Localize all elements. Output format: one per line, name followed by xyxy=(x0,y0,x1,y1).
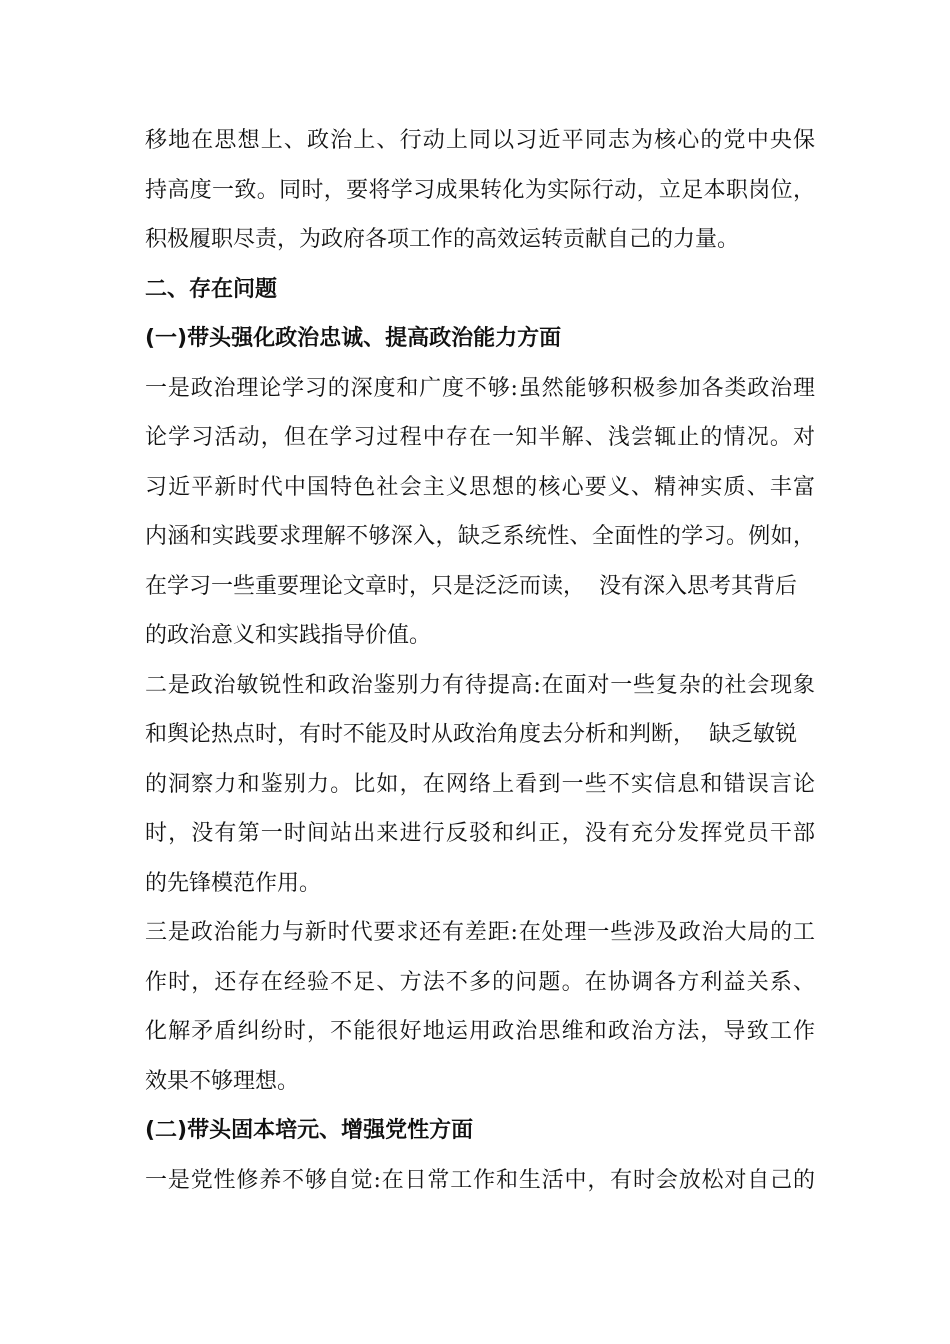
subsection-heading xyxy=(145,1106,815,1156)
subsection-heading-text: (一)带头强化政治忠诚、提高政治能力方面 xyxy=(145,326,562,351)
paragraph xyxy=(145,116,815,265)
text-line: 三是政治能力与新时代要求还有差距:在处理一些涉及政治大局的工 xyxy=(145,920,815,945)
document-page xyxy=(145,116,815,1205)
paragraph xyxy=(145,1156,815,1206)
text-line: 化解矛盾纠纷时，不能很好地运用政治思维和政治方法，导致工作 xyxy=(145,1019,815,1044)
text-line: 作时，还存在经验不足、方法不多的问题。在协调各方利益关系、 xyxy=(145,969,815,995)
paragraph xyxy=(145,661,815,909)
text-line: 的政治意义和实践指导价值。 xyxy=(145,623,432,648)
text-line: 论学习活动，但在学习过程中存在一知半解、浅尝辄止的情况。对 xyxy=(145,425,815,450)
text-line: 移地在思想上、政治上、行动上同以习近平同志为核心的党中央保 xyxy=(145,128,815,153)
text-line: 时，没有第一时间站出来进行反驳和纠正，没有充分发挥党员干部 xyxy=(145,821,815,846)
text-line: 的先锋模范作用。 xyxy=(145,870,322,896)
paragraph xyxy=(145,364,815,661)
subsection-heading-text: (二)带头固本培元、增强党性方面 xyxy=(145,1118,474,1143)
text-line: 持高度一致。同时，要将学习成果转化为实际行动，立足本职岗位， xyxy=(145,177,815,203)
text-line: 一是政治理论学习的深度和广度不够:虽然能够积极参加各类政治理 xyxy=(145,375,815,401)
text-line: 二是政治敏锐性和政治鉴别力有待提高:在面对一些复杂的社会现象 xyxy=(145,672,815,698)
paragraph xyxy=(145,908,815,1106)
text-line: 在学习一些重要理论文章时，只是泛泛而读， 没有深入思考其背后 xyxy=(145,573,797,599)
text-line: 习近平新时代中国特色社会主义思想的核心要义、精神实质、丰富 xyxy=(145,474,815,500)
section-heading-text: 二、存在问题 xyxy=(145,276,278,302)
section-heading xyxy=(145,265,815,315)
text-line: 效果不够理想。 xyxy=(145,1068,300,1094)
text-line: 的洞察力和鉴别力。比如，在网络上看到一些不实信息和错误言论 xyxy=(145,771,815,797)
subsection-heading xyxy=(145,314,815,364)
text-line: 内涵和实践要求理解不够深入，缺乏系统性、全面性的学习。例如， xyxy=(145,524,815,549)
text-line: 一是党性修养不够自觉:在日常工作和生活中，有时会放松对自己的 xyxy=(145,1167,815,1193)
text-line: 积极履职尽责，为政府各项工作的高效运转贡献自己的力量。 xyxy=(145,227,740,252)
text-line: 和舆论热点时，有时不能及时从政治角度去分析和判断， 缺乏敏锐 xyxy=(145,722,797,747)
